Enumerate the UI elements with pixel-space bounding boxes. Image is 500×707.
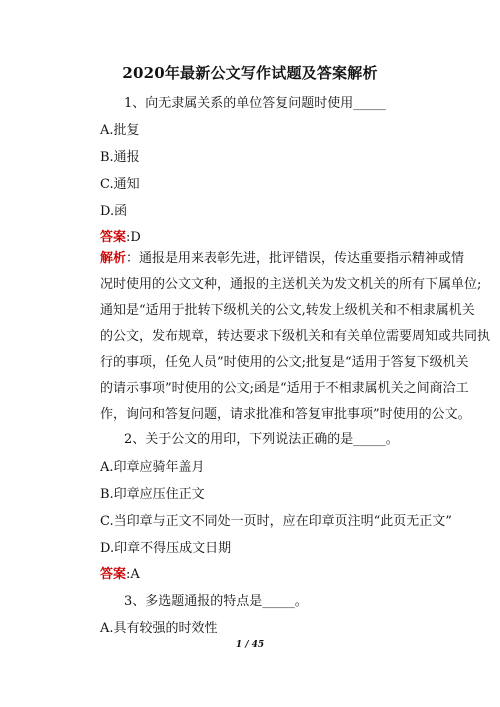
answer-label: 答案: [100, 230, 127, 245]
question-2-option-a: A.印章应骑年盖月: [100, 460, 205, 475]
analysis-line: [100, 246, 465, 272]
analysis-line: 行的事项，任免人员”时使用的公文;批复是“适用于答复下级机关: [100, 355, 469, 370]
question-1-option-a: A.批复: [100, 123, 140, 138]
question-2-option-d: D.印章不得压成文日期: [100, 541, 232, 556]
answer-value: :A: [126, 567, 140, 582]
question-1-answer: [100, 228, 141, 248]
question-1-option-b: B.通报: [100, 150, 140, 165]
analysis-line: 的公文，发布规章，转达要求下级机关和有关单位需要周知或共同执: [100, 329, 491, 344]
question-2-stem: 2、关于公文的用印，下列说法正确的是_____。: [124, 432, 399, 447]
analysis-label: 解析: [100, 251, 127, 266]
question-2-answer: [100, 565, 140, 585]
question-3-option-a: A.具有较强的时效性: [100, 621, 218, 636]
question-3-stem: 3、多选题通报的特点是_____。: [124, 594, 308, 609]
page-number: 1 / 45: [235, 640, 265, 650]
question-1-analysis: [100, 246, 491, 428]
answer-label: 答案: [100, 567, 127, 582]
question-2-option-b: B.印章应压住正文: [100, 487, 205, 502]
answer-value: :D: [126, 230, 141, 245]
document-title: 2020年最新公文写作试题及答案解析: [122, 64, 378, 82]
analysis-line: 作，询问和答复问题，请求批准和答复审批事项”时使用的公文。: [100, 407, 471, 422]
analysis-text: ：通报是用来表彰先进，批评错误，传达重要指示精神或情: [126, 251, 465, 266]
analysis-line: 的请示事项”时使用的公文;函是“适用于不相隶属机关之间商洽工: [100, 381, 469, 396]
analysis-line: 通知是“适用于批转下级机关的公文,转发上级机关和不相隶属机关: [100, 303, 475, 318]
analysis-line: 况时使用的公文文种，通报的主送机关为发文机关的所有下属单位;: [100, 277, 482, 292]
question-1-stem: 1、向无隶属关系的单位答复问题时使用_____: [124, 96, 386, 111]
question-1-option-c: C.通知: [100, 177, 140, 192]
question-2-option-c: C.当印章与正文不同处一页时，应在印章页注明“此页无正文”: [100, 514, 452, 529]
question-1-option-d: D.函: [100, 204, 128, 219]
